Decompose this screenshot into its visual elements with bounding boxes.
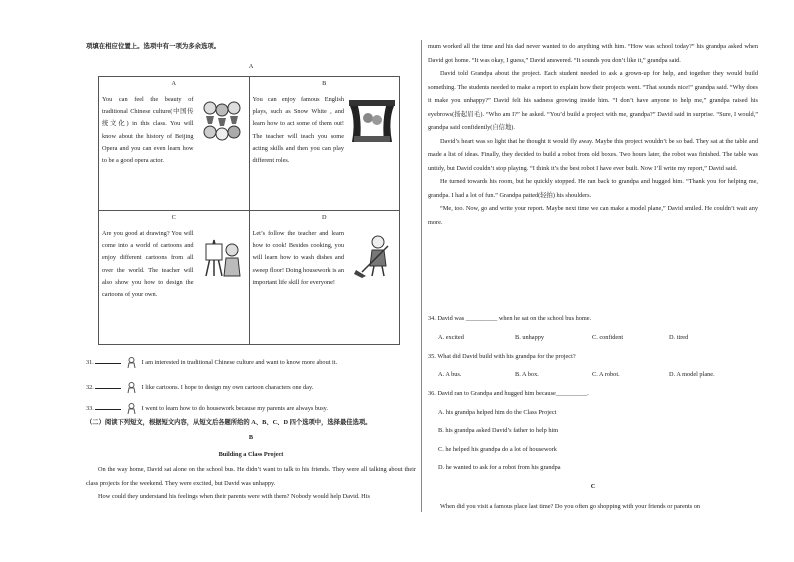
question-33: 33. I went to learn how to do housework because my parents are always busy. [86, 402, 416, 414]
options-table [98, 76, 400, 345]
question-35-stem: 35. What did David build with his grandpa for the project? [428, 353, 576, 360]
cell-letter: B [322, 80, 327, 87]
option-c[interactable]: C. he helped his grandpa do a lot of housework [438, 446, 557, 453]
option-cell-b [249, 77, 400, 211]
option-b[interactable]: B. A box. [515, 371, 539, 378]
theatre-stage-icon [348, 98, 396, 146]
question-34-stem: 34. David was __________ when he sat on the school bus home. [428, 315, 592, 322]
paragraph: When did you visit a famous place last time? Do you often go shopping with your friends or parents on [440, 503, 701, 510]
question-31: 31. I am interested in traditional Chinese culture and want to know more about it. [86, 356, 416, 368]
paragraph: “Me, too. Now, go and write your report. Maybe next time we can make a model plane,” David smiled. He couldn’t wait any more. [428, 205, 758, 226]
task-intro: 项填在相应位置上。选项中有一项为多余选项。 [86, 43, 221, 50]
option-a[interactable]: A. his grandpa helped him do the Class Project [438, 409, 557, 416]
painting-easel-icon [198, 232, 246, 280]
section-b-label: B [248, 434, 254, 441]
option-cell-c [99, 211, 250, 345]
option-d[interactable]: D. he wanted to ask for a robot from his grandpa [438, 464, 561, 471]
opera-masks-icon [198, 98, 246, 146]
option-a[interactable]: A. A bus. [438, 371, 462, 378]
paragraph: How could they understand his feelings when their parents were with them? Nobody would help David. His [98, 493, 370, 501]
reading-instruction: （二）阅读下列短文，根据短文内容，从短文后各题所给的 A、B、C、D 四个选项中，选择最佳选项。 [86, 419, 372, 426]
option-cell-d [249, 211, 400, 345]
student-icon [127, 382, 136, 393]
answer-blank-32[interactable] [95, 381, 121, 389]
question-35-options [438, 371, 746, 379]
answer-blank-31[interactable] [95, 356, 121, 364]
student-icon [127, 357, 136, 368]
paragraph: mum worked all the time and his dad never wanted to do anything with him. “How was school today?” his grandpa asked when David got home. “It was okay, I guess,” David answered. “It sounds you don’t like it,” grandpa said. [428, 43, 758, 64]
passage-c-text [428, 500, 758, 514]
cell-text: You can enjoy famous English plays, such as Snow White , and learn how to act some of them out! The teacher will teach you some acting skills and then you can play different roles. [252, 95, 344, 165]
option-c[interactable]: C. confident [592, 334, 624, 341]
passage-b-text [86, 463, 416, 504]
option-cell-a [99, 77, 250, 211]
cell-letter: D [321, 214, 327, 221]
section-a-label: A [248, 63, 254, 70]
option-d[interactable]: D. tired [669, 334, 689, 341]
paragraph: He turned towards his room, but he quickly stopped. He ran back to grandpa and hugged him. “Thank you for helping me, grandpa. I had a lot of fun.” Grandpa patted(轻拍) his shoulders. [428, 178, 758, 199]
passage-title: Building a Class Project [218, 451, 284, 458]
question-32: 32. I like cartoons. I hope to design my own cartoon characters one day. [86, 381, 416, 393]
question-36-stem: 36. David ran to Grandpa and hugged him because__________. [428, 390, 589, 397]
sweeping-boy-icon [348, 232, 396, 280]
paragraph: On the way home, David sat alone on the school bus. He didn’t want to talk to his friends. They were all talking about their class projects for the weekend. They were excited, but David was unhappy. [86, 466, 416, 487]
paragraph: David’s heart was so light that he thought it would fly away. Maybe this project wouldn’t be so bad. They sat at the table and made a list of ideas. Finally, they decided to build a robot from old boxes. Two hours later, the robot was finished. The table was untidy, but David couldn’t stop playing. “I think it’s the best robot I have ever built. Now I’ll write my report,” David said. [428, 137, 758, 172]
cell-text: You can feel the beauty of traditional Chinese culture(中国传统文化) in this class. You will know about the history of Beijing Opera and you can even learn how to be a good opera actor. [102, 95, 194, 165]
option-b[interactable]: B. unhappy [515, 334, 545, 341]
option-d[interactable]: D. A model plane. [669, 371, 715, 378]
option-c[interactable]: C. A robot. [592, 371, 620, 378]
cell-letter: C [171, 214, 176, 221]
option-b[interactable]: B. his grandpa asked David’s father to help him [438, 427, 559, 434]
passage-b-continued [428, 40, 758, 229]
paragraph: David told Grandpa about the project. Each student needed to ask a grown-up for help, and together they would build something. The students needed to make a report to explain how their projects went. “That sounds nice!” grandpa said. “Why does it make you unhappy?” David felt his sadness growing inside him. “I don’t have anyone to help me,” grandpa raised his eyebrows(扬起眉毛). “Who am I?” he asked. “You’d build a project with me, grandpa?” David said in surprise. “Sure, I would,” grandpa said confidently(自信地). [428, 70, 758, 132]
section-c-label: C [590, 483, 596, 490]
answer-blank-33[interactable] [95, 402, 121, 410]
question-34-options [438, 334, 746, 342]
cell-text: Are you good at drawing? You will come into a world of cartoons and enjoy different cartoons from all over the world. The teacher will also show you how to design the cartoons of your own. [102, 229, 194, 299]
student-icon [127, 403, 136, 414]
option-a[interactable]: A. excited [438, 334, 464, 341]
cell-letter: A [171, 80, 177, 87]
cell-text: Let’s follow the teacher and learn how to cook! Besides cooking, you will learn how to wash dishes and sweep floor! Doing housework is an important life skill for everyone! [252, 229, 344, 286]
column-divider [421, 40, 422, 512]
